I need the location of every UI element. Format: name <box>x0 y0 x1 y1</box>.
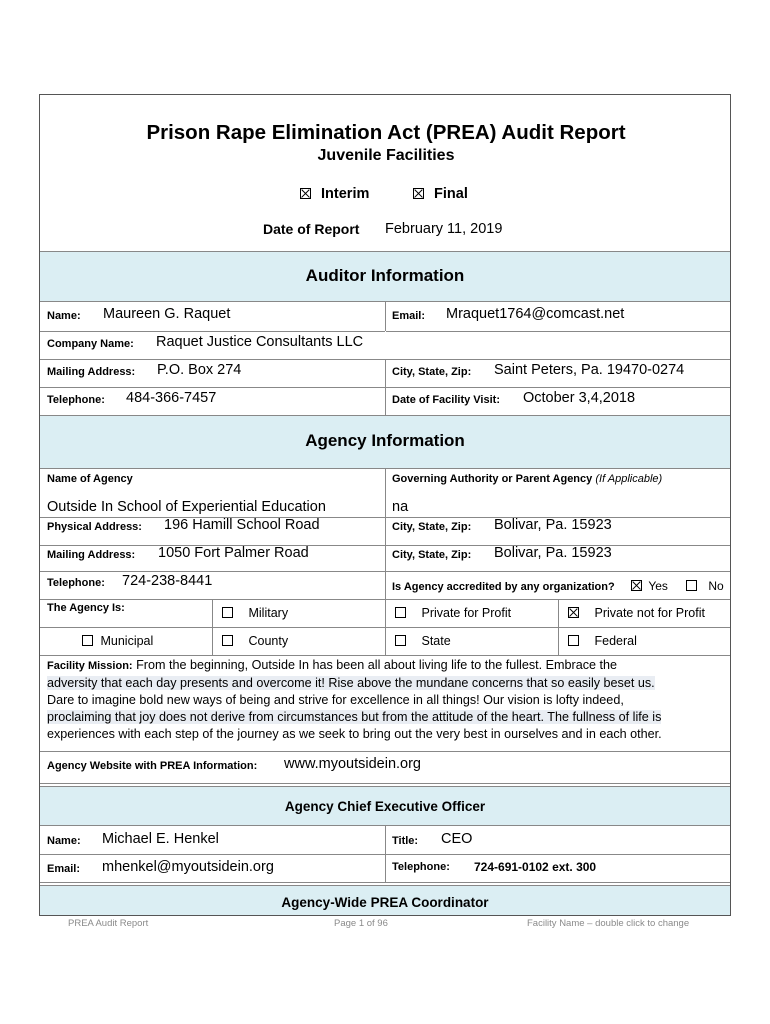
agency-divider <box>385 469 386 599</box>
governing-authority-label <box>392 473 662 485</box>
row-divider <box>40 517 730 518</box>
mission-text: Dare to imagine bold new ways of being and strive for excellence in all things! Our vision is lofty indeed, <box>47 693 624 707</box>
ceo-title-label: Title: <box>392 835 419 847</box>
mission-label: Facility Mission: <box>47 660 133 672</box>
auditor-phone-label: Telephone: <box>47 394 105 406</box>
private-nonprofit-checkbox[interactable] <box>568 607 579 618</box>
accredited-yes-checkbox[interactable] <box>631 580 642 591</box>
mission-text: proclaiming that joy does not derive from circumstances but from the attitude of the heart. The fullness of life is <box>47 710 662 724</box>
audit-report-page <box>39 94 731 916</box>
row-divider <box>40 571 730 572</box>
date-of-report-value: February 11, 2019 <box>385 221 503 237</box>
agency-name-value: Outside In School of Experiential Education <box>47 499 326 515</box>
row-divider <box>40 783 730 784</box>
footer-facility-name[interactable]: Facility Name – double click to change <box>527 918 690 929</box>
physical-address-label: Physical Address: <box>47 521 142 533</box>
ceo-phone-label: Telephone: <box>392 861 450 873</box>
auditor-mailing-value: P.O. Box 274 <box>157 362 242 378</box>
municipal-label: Municipal <box>100 634 154 648</box>
type-county[interactable] <box>222 634 288 648</box>
agency-mailing-city-value: Bolivar, Pa. 15923 <box>494 545 612 561</box>
ceo-title-value: CEO <box>441 831 473 847</box>
type-municipal[interactable] <box>82 634 153 648</box>
row-divider <box>40 882 730 883</box>
agency-mailing-value: 1050 Fort Palmer Road <box>158 545 309 561</box>
governing-authority-note: (If Applicable) <box>595 473 663 485</box>
mission-line <box>47 657 727 675</box>
facility-mission <box>47 657 727 743</box>
mission-line <box>47 692 727 709</box>
auditor-city-value: Saint Peters, Pa. 19470-0274 <box>494 362 685 378</box>
auditor-name-label: Name: <box>47 310 81 322</box>
municipal-checkbox[interactable] <box>82 635 93 646</box>
auditor-email-label: Email: <box>392 310 426 322</box>
private-profit-checkbox[interactable] <box>395 607 406 618</box>
physical-city-value: Bolivar, Pa. 15923 <box>494 517 612 533</box>
accredited-label: Is Agency accredited by any organization? <box>392 581 615 593</box>
private-nonprofit-label: Private not for Profit <box>594 606 705 620</box>
company-name-value: Raquet Justice Consultants LLC <box>156 334 364 350</box>
auditor-section-header: Auditor Information <box>40 251 730 302</box>
interim-checkbox[interactable] <box>300 188 311 199</box>
county-label: County <box>248 634 289 648</box>
ceo-email-label: Email: <box>47 863 81 875</box>
ceo-section-header: Agency Chief Executive Officer <box>40 786 730 826</box>
final-label: Final <box>434 186 468 202</box>
footer-left: PREA Audit Report <box>68 918 149 929</box>
col-divider <box>385 599 386 655</box>
company-name-label: Company Name: <box>47 338 134 350</box>
mission-line <box>47 709 727 726</box>
agency-phone-value: 724-238-8441 <box>122 573 213 589</box>
accredited-yes-option[interactable] <box>631 579 668 593</box>
private-profit-label: Private for Profit <box>421 606 512 620</box>
mission-text: From the beginning, Outside In has been all about living life to the fullest. Embrace the <box>136 658 618 672</box>
auditor-name-value: Maureen G. Raquet <box>103 306 231 322</box>
agency-website-label: Agency Website with PREA Information: <box>47 760 258 772</box>
auditor-city-label: City, State, Zip: <box>392 366 472 378</box>
physical-address-value: 196 Hamill School Road <box>164 517 320 533</box>
type-state[interactable] <box>395 634 451 648</box>
auditor-phone-value: 484-366-7457 <box>126 390 217 406</box>
mission-text: adversity that each day presents and overcome it! Rise above the mundane concerns that so easily beset us. <box>47 676 655 690</box>
type-military[interactable] <box>222 606 288 620</box>
accredited-no-label: No <box>708 579 724 593</box>
row-divider <box>40 854 730 855</box>
ceo-phone-value: 724-691-0102 ext. 300 <box>474 860 597 874</box>
accredited-no-option[interactable] <box>686 579 724 593</box>
merged-cell-mask <box>385 331 386 359</box>
agency-is-label: The Agency Is: <box>47 602 125 614</box>
auditor-email-value: Mraquet1764@comcast.net <box>446 306 625 322</box>
type-private-for-profit[interactable] <box>395 606 511 620</box>
interim-option[interactable] <box>300 186 369 202</box>
ceo-name-value: Michael E. Henkel <box>102 831 219 847</box>
accredited-no-checkbox[interactable] <box>686 580 697 591</box>
interim-label: Interim <box>321 186 370 202</box>
type-federal[interactable] <box>568 634 637 648</box>
governing-authority-text: Governing Authority or Parent Agency <box>392 473 593 485</box>
row-divider <box>40 387 730 388</box>
agency-mailing-label: Mailing Address: <box>47 549 136 561</box>
accredited-yes-label: Yes <box>648 579 668 593</box>
type-private-not-for-profit[interactable] <box>568 606 705 620</box>
physical-city-label: City, State, Zip: <box>392 521 472 533</box>
footer-page-number: Page 1 of 96 <box>334 918 388 929</box>
date-of-report-label: Date of Report <box>263 221 360 237</box>
governing-authority-value: na <box>392 499 409 515</box>
facility-visit-label: Date of Facility Visit: <box>392 394 500 406</box>
agency-name-label: Name of Agency <box>47 473 133 485</box>
col-divider <box>212 599 213 655</box>
state-checkbox[interactable] <box>395 635 406 646</box>
mission-line <box>47 726 727 743</box>
county-checkbox[interactable] <box>222 635 233 646</box>
row-divider <box>40 751 730 752</box>
military-label: Military <box>248 606 289 620</box>
facility-visit-value: October 3,4,2018 <box>523 390 636 406</box>
coordinator-section-header: Agency-Wide PREA Coordinator <box>40 885 730 916</box>
federal-label: Federal <box>594 634 637 648</box>
federal-checkbox[interactable] <box>568 635 579 646</box>
agency-phone-label: Telephone: <box>47 577 105 589</box>
final-option[interactable] <box>413 186 468 202</box>
report-title: Prison Rape Elimination Act (PREA) Audit Report <box>146 121 626 144</box>
report-subtitle: Juvenile Facilities <box>317 147 455 164</box>
mission-text: experiences with each step of the journey as we seek to bring out the very best in ourselves and in each other. <box>47 727 662 741</box>
final-checkbox[interactable] <box>413 188 424 199</box>
military-checkbox[interactable] <box>222 607 233 618</box>
auditor-mailing-label: Mailing Address: <box>47 366 136 378</box>
row-divider <box>40 359 730 360</box>
ceo-email-value: mhenkel@myoutsidein.org <box>102 859 274 875</box>
ceo-name-label: Name: <box>47 835 81 847</box>
agency-website-value[interactable]: www.myoutsidein.org <box>284 756 421 772</box>
state-label: State <box>421 634 451 648</box>
agency-mailing-city-label: City, State, Zip: <box>392 549 472 561</box>
agency-section-header: Agency Information <box>40 415 730 469</box>
row-divider <box>40 545 730 546</box>
col-divider <box>558 599 559 655</box>
row-divider <box>40 655 730 656</box>
mission-line <box>47 675 727 692</box>
